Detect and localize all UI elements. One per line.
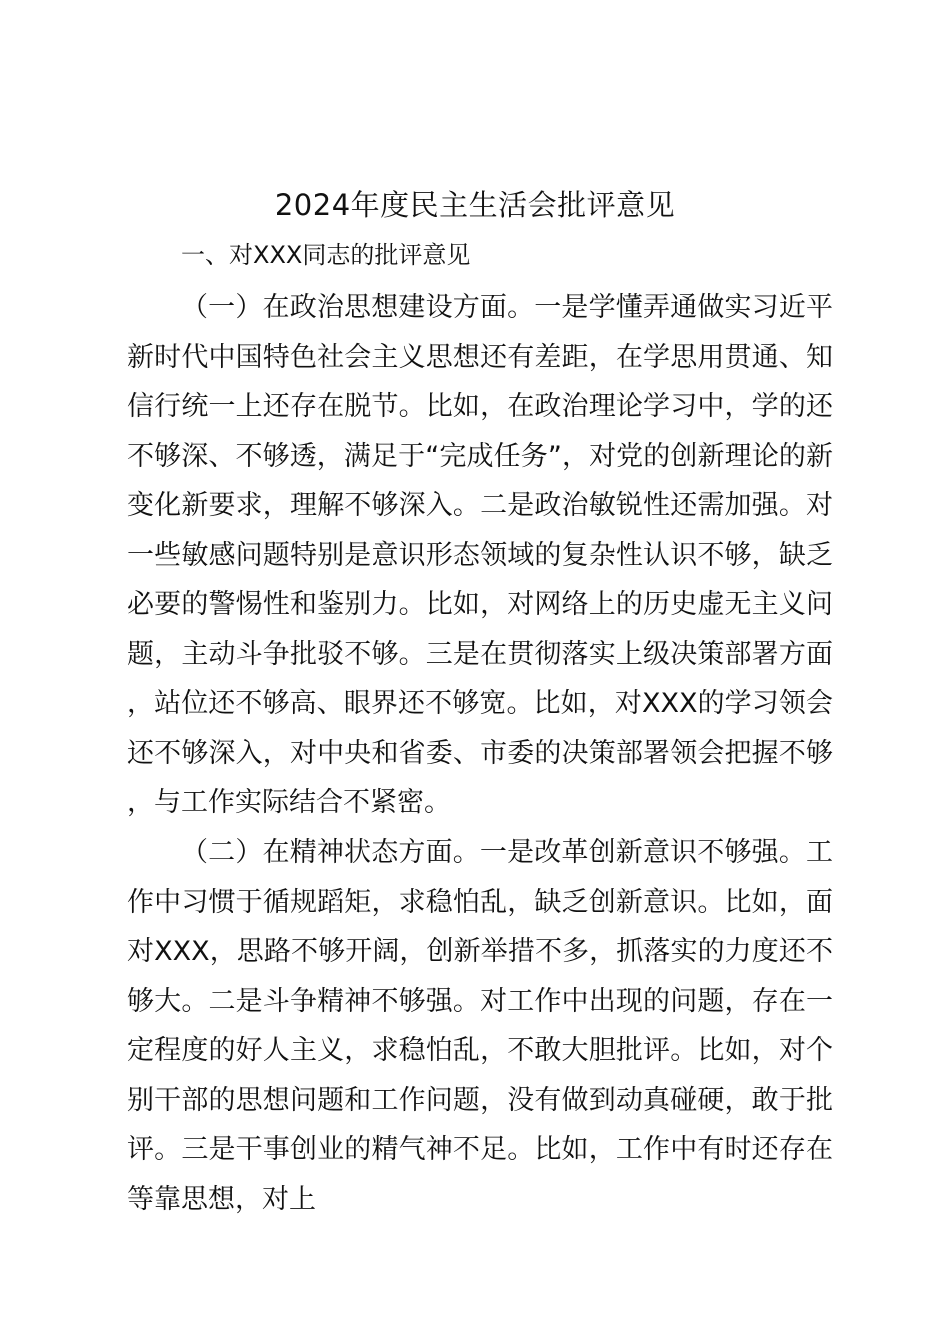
document-title: 2024年度民主生活会批评意见 xyxy=(274,188,676,222)
section-heading: 一、对XXX同志的批评意见 xyxy=(181,241,471,269)
paragraph-political-thought xyxy=(127,283,833,828)
paragraph-text: （二）在精神状态方面。一是改革创新意识不够强。工作中习惯于循规蹈矩，求稳怕乱，缺乏创新意识。比如，面对XXX，思路不够开阔，创新举措不多，抓落实的力度还不够大。二是斗争精神不够强。对工作中出现的问题，存在一定程度的好人主义，求稳怕乱，不敢大胆批评。比如，对个别干部的思想问题和工作问题，没有做到动真碰硬，敢于批评。三是干事创业的精气神不足。比如，工作中有时还存在等靠思想，对上 xyxy=(127,837,833,1215)
paragraph-spirit-state xyxy=(127,828,833,1224)
paragraph-text: （一）在政治思想建设方面。一是学懂弄通做实习近平新时代中国特色社会主义思想还有差距，在学思用贯通、知信行统一上还存在脱节。比如，在政治理论学习中，学的还不够深、不够透，满足于“完成任务”，对党的创新理论的新变化新要求，理解不够深入。二是政治敏锐性还需加强。对一些敏感问题特别是意识形态领域的复杂性认识不够，缺乏必要的警惕性和鉴别力。比如，对网络上的历史虚无主义问题，主动斗争批驳不够。三是在贯彻落实上级决策部署方面，站位还不够高、眼界还不够宽。比如，对XXX的学习领会还不够深入，对中央和省委、市委的决策部署领会把握不够，与工作实际结合不紧密。 xyxy=(127,292,833,818)
